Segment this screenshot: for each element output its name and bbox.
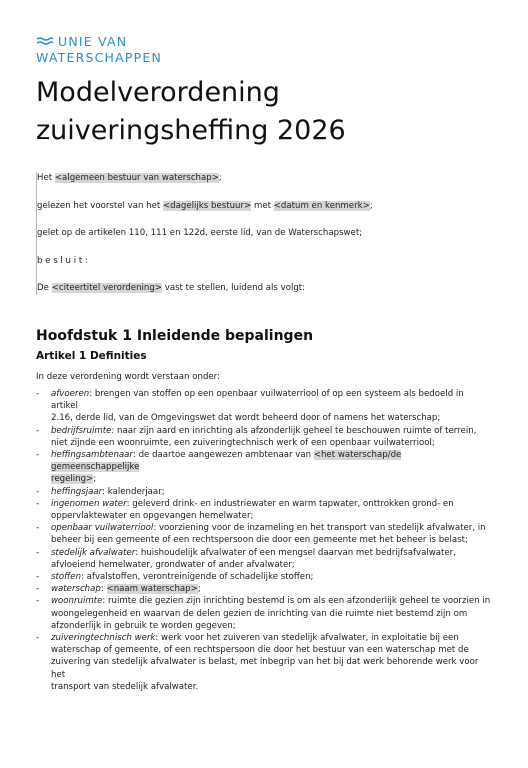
list-item: - heffingsambtenaar: de daartoe aangewezen ambtenaar van <het waterschap/de gemeenschappelijke regeling>; — [36, 450, 402, 485]
page-title: Modelverordening zuiveringsheffing 2026 — [36, 77, 346, 146]
besluit-line: b e s l u i t : — [37, 255, 88, 266]
logo-line-2: WATERSCHAPPEN — [36, 50, 163, 65]
logo-line-1: UNIE VAN — [58, 34, 128, 49]
list-item: - afvoeren: brengen van stoffen op een openbaar vuilwaterriool of op een systeem als bedoeld in artikel 2.16, derde lid, van de Omgevingswet dat wordt beheerd door of namens het waterschap; — [36, 389, 464, 424]
list-item: - ingenomen water: geleverd drink- en industriewater en warm tapwater, onttrokken grond- en oppervlaktewater en opgevangen hemelwater; — [36, 498, 454, 522]
preamble-line: De <citeertitel verordening> vast te stellen, luidend als volgt: — [37, 283, 306, 293]
chapter-heading: Hoofdstuk 1 Inleidende bepalingen — [36, 328, 314, 344]
waves-logo-icon — [36, 37, 54, 45]
list-item: - woonruimte: ruimte die gezien zijn inrichting bestemd is om als een afzonderlijk geheel te voorzien in woongelegenheid en waarvan de delen gezien de inrichting van die ruimte niet bestemd zijn om afzonderlijk in gebruik te worden gegeven; — [36, 596, 491, 631]
intro-text: In deze verordening wordt verstaan onder: — [36, 372, 220, 382]
preamble-line: Het <algemeen bestuur van waterschap>; — [37, 173, 222, 183]
preamble — [36, 172, 507, 295]
preamble-line: gelezen het voorstel van het <dagelijks bestuur> met <datum en kenmerk>; — [37, 200, 373, 211]
list-item: - stedelijk afvalwater: huishoudelijk afvalwater of een mengsel daarvan met bedrijfsafvalwater, afvloeiend hemelwater, grondwater of ander afvalwater; — [36, 547, 456, 570]
logo — [36, 34, 196, 66]
list-item: - stoffen: afvalstoffen, verontreinigende of schadelijke stoffen; — [36, 572, 314, 583]
placeholder-field[interactable]: regeling> — [51, 474, 94, 485]
placeholder-field[interactable]: <naam waterschap> — [106, 584, 198, 595]
placeholder-field[interactable]: <dagelijks bestuur> — [162, 200, 252, 211]
definitions-list — [36, 388, 492, 693]
list-item: - bedrijfsruimte: naar zijn aard en inrichting als afzonderlijk geheel te beschouwen ruimte of terrein, niet zijnde een woonruimte, een zuiveringtechnisch werk of een openbaar vuilwaterriool; — [36, 425, 477, 448]
placeholder-field[interactable]: <het waterschap/de gemeenschappelijke — [51, 450, 402, 473]
article-heading: Artikel 1 Definities — [36, 350, 147, 362]
placeholder-field[interactable]: <datum en kenmerk> — [273, 200, 370, 211]
list-item: - heffingsjaar: kalenderjaar; — [36, 486, 165, 497]
list-item: - waterschap: <naam waterschap>; — [36, 584, 201, 595]
preamble-line: gelet op de artikelen 110, 111 en 122d, eerste lid, van de Waterschapswet; — [37, 228, 363, 238]
placeholder-field[interactable]: <citeertitel verordening> — [51, 283, 162, 293]
placeholder-field[interactable]: <algemeen bestuur van waterschap> — [54, 173, 219, 183]
list-item: - openbaar vuilwaterriool: voorziening voor de inzameling en het transport van stedelijk afvalwater, in beheer bij een gemeente of een rechtspersoon die door een gemeente met het beheer is belast; — [36, 523, 486, 546]
list-item: - zuiveringtechnisch werk: werk voor het zuiveren van stedelijk afvalwater, in exploitatie bij een waterschap of gemeente, of een rechtspersoon die door het bestuur van een waterschap met de zuivering van stedelijk afvalwater is belast, met inbegrip van het bij dat werk behorende werk voor het transport van stedelijk afvalwater. — [36, 633, 479, 692]
